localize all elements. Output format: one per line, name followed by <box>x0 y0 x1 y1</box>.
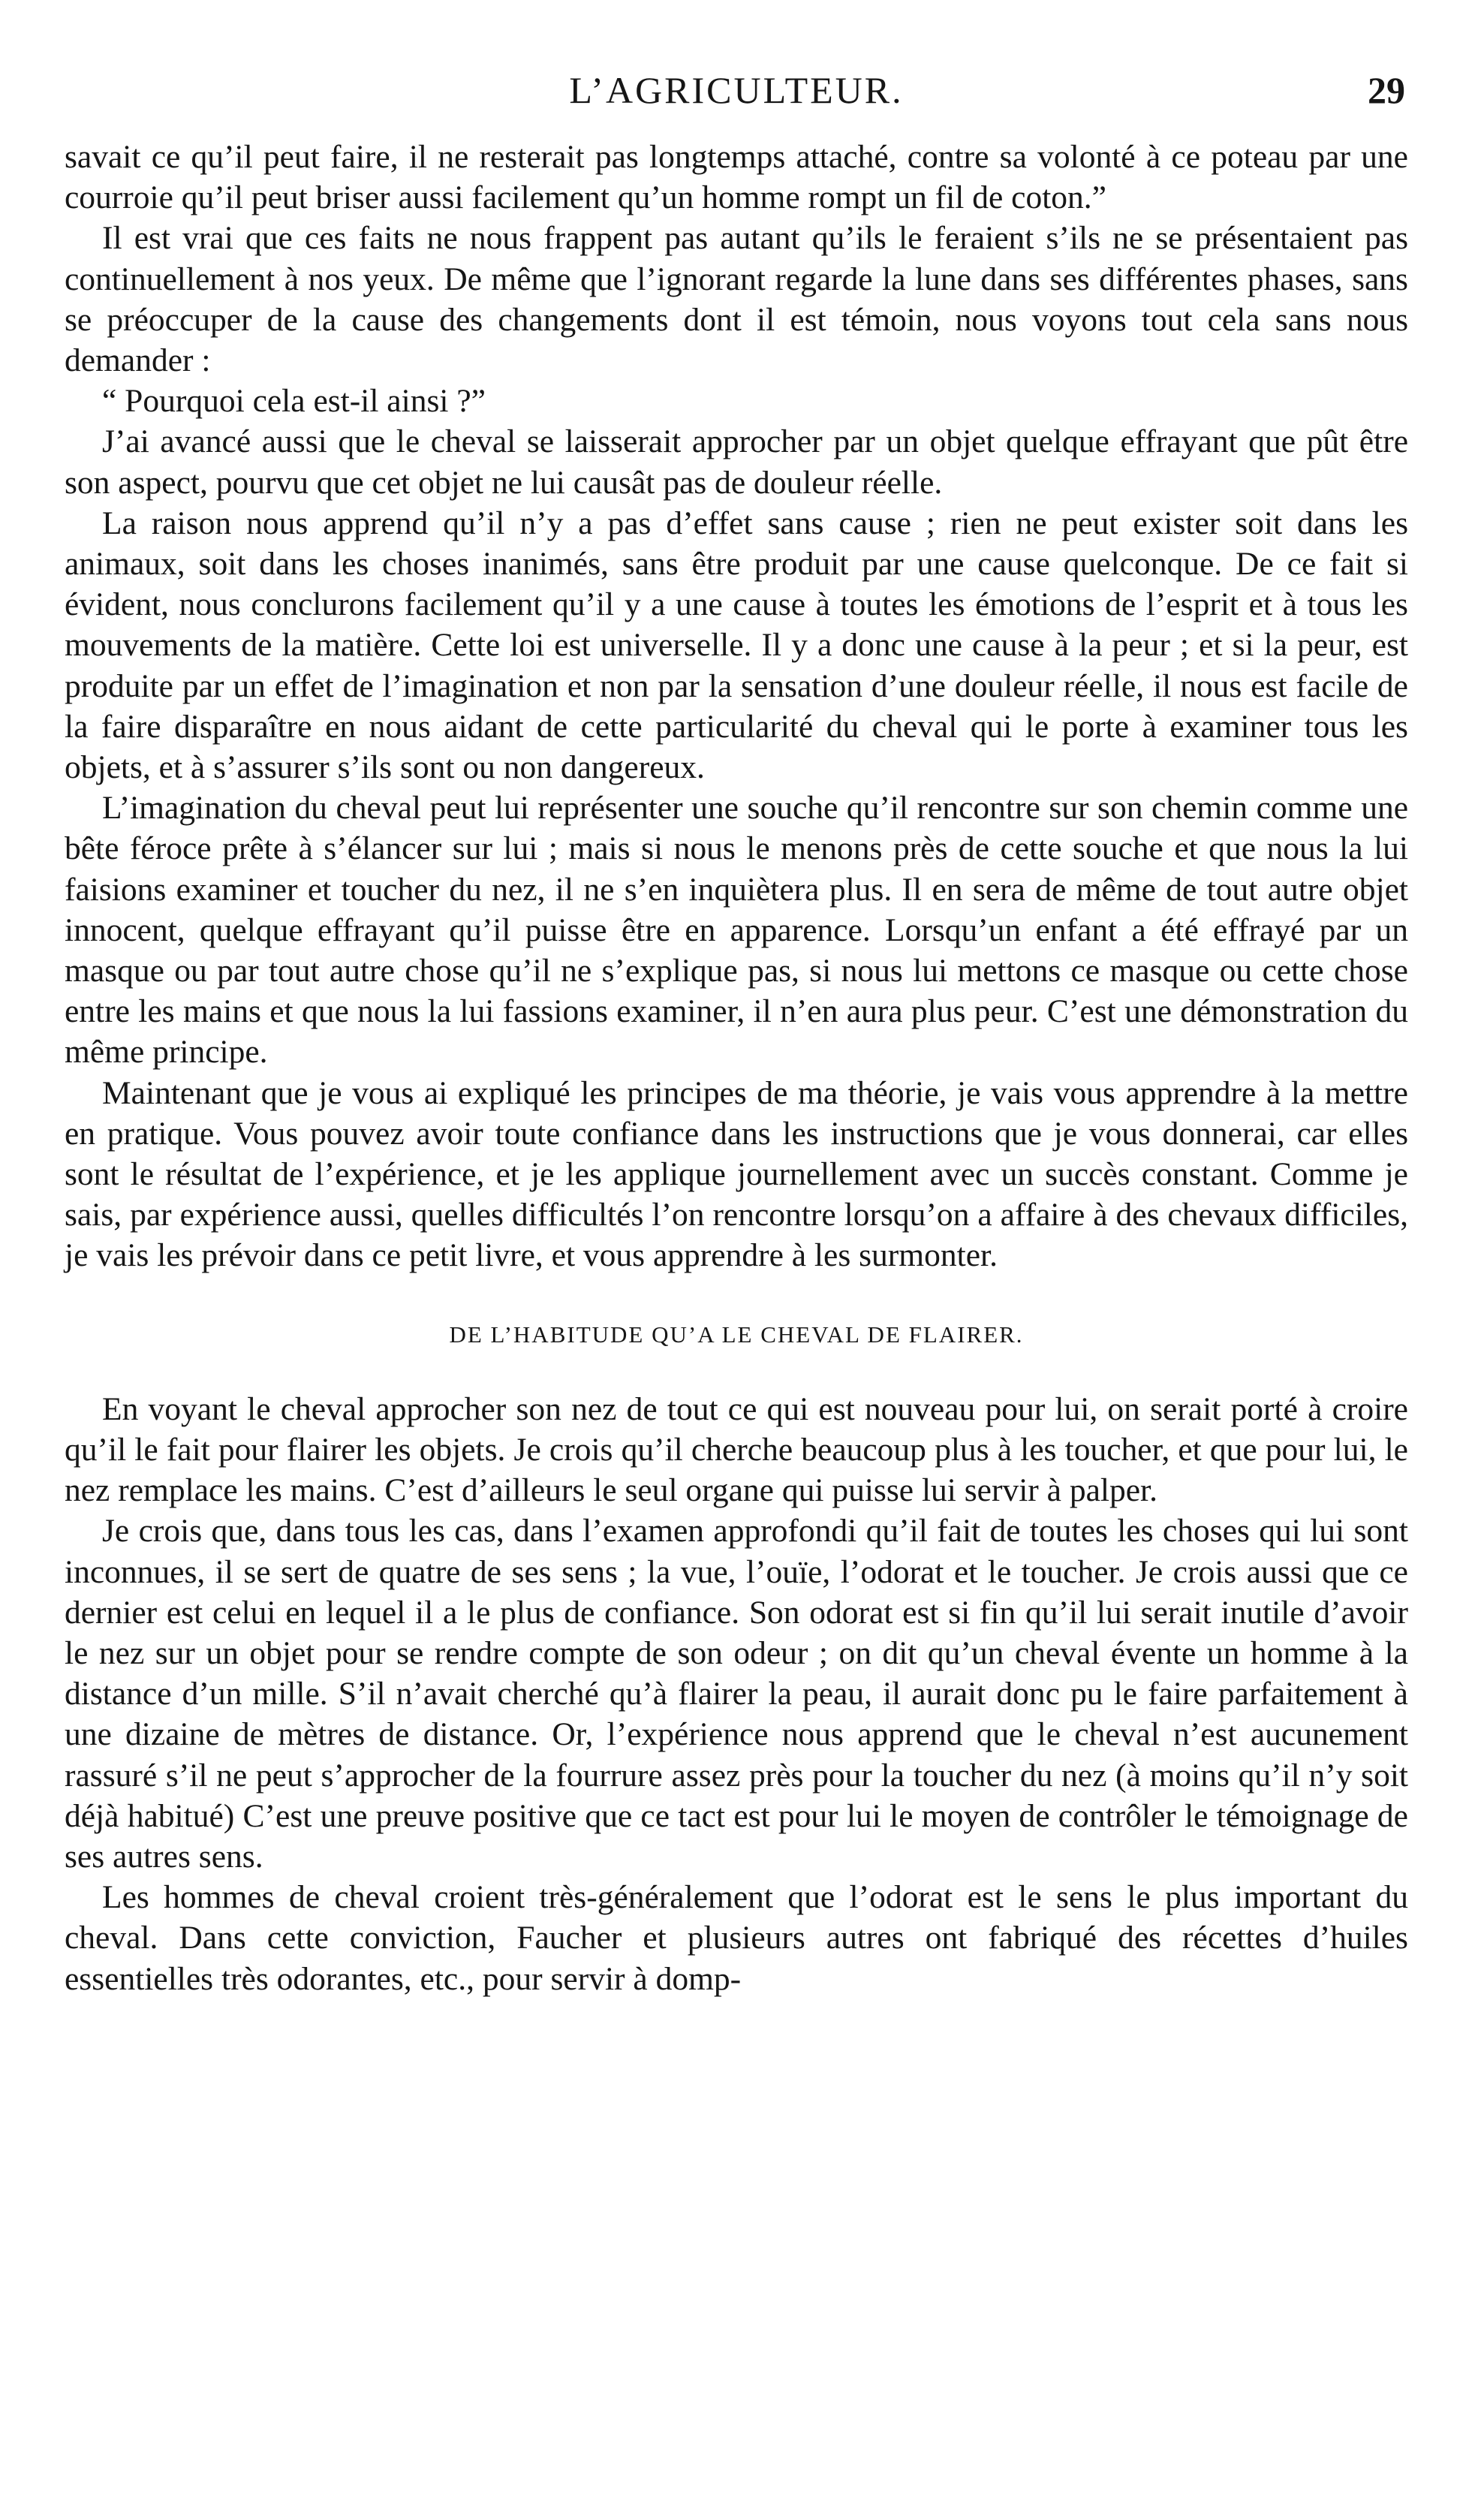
section-heading: DE L’HABITUDE QU’A LE CHEVAL DE FLAIRER. <box>449 1321 1024 1348</box>
page-number: 29 <box>1368 69 1405 111</box>
paragraph: La raison nous apprend qu’il n’y a pas d’effet sans cause ; rien ne peut exister soit dans les animaux, soit dans les choses inanimés, sans être produit par une cause quelconque. De ce fait si évident, nous conclurons facilement qu’il y a une cause à toutes les émotions de l’esprit et à tous les mouvements de la matière. Cette loi est universelle. Il y a donc une cause à la peur ; et si la peur, est produite par un effet de l’imagination et non par la sensation d’une douleur réelle, il nous est facile de la faire disparaître en nous aidant de cette particularité du cheval qui le porte à examiner tous les objets, et à s’assurer s’ils sont ou non dangereux. <box>65 505 1408 786</box>
running-head <box>65 66 1408 126</box>
document-page <box>65 66 1408 1999</box>
page-header-title: L’AGRICULTEUR. <box>569 69 904 111</box>
paragraph: En voyant le cheval approcher son nez de tout ce qui est nouveau pour lui, on serait porté à croire qu’il le fait pour flairer les objets. Je crois qu’il cherche beaucoup plus à les toucher, et que pour lui, le nez remplace les mains. C’est d’ailleurs le seul organe qui puisse lui servir à palper. <box>65 1390 1408 1509</box>
paragraph-continuation: savait ce qu’il peut faire, il ne resterait pas longtemps attaché, contre sa volonté à ce poteau par une courroie qu’il peut briser aussi facilement qu’un homme rompt un fil de coton.” <box>65 139 1408 216</box>
paragraph: L’imagination du cheval peut lui représenter une souche qu’il rencontre sur son chemin comme une bête féroce prête à s’élancer sur lui ; mais si nous le menons près de cette souche et que nous la lui faisions examiner et toucher du nez, il ne s’en inquiètera plus. Il en sera de même de tout autre objet innocent, quelque effrayant qu’il puisse être en apparence. Lorsqu’un enfant a été effrayé par un masque ou par tout autre chose qu’il ne s’explique pas, si nous lui mettons ce masque ou cette chose entre les mains et que nous la lui fassions examiner, il n’en aura plus peur. C’est une démonstration du même principe. <box>65 790 1408 1071</box>
paragraph: Maintenant que je vous ai expliqué les principes de ma théorie, je vais vous apprendre à la mettre en pratique. Vous pouvez avoir toute confiance dans les instructions que je vous donnerai, car elles sont le résultat de l’expérience, et je les applique journellement avec un succès constant. Comme je sais, par expérience aussi, quelles difficultés l’on rencontre lorsqu’on a affaire à des chevaux difficiles, je vais les prévoir dans ce petit livre, et vous apprendre à les surmonter. <box>65 1074 1408 1274</box>
paragraph: Il est vrai que ces faits ne nous frappent pas autant qu’ils le feraient s’ils ne se présentaient pas continuellement à nos yeux. De même que l’ignorant regarde la lune dans ses différentes phases, sans se préoccuper de la cause des changements dont il est témoin, nous voyons tout cela sans nous demander : <box>65 220 1408 379</box>
paragraph: J’ai avancé aussi que le cheval se laisserait approcher par un objet quelque effrayant que pût être son aspect, pourvu que cet objet ne lui causât pas de douleur réelle. <box>65 423 1408 501</box>
paragraph-quote: “ Pourquoi cela est-il ainsi ?” <box>102 383 486 420</box>
paragraph: Je crois que, dans tous les cas, dans l’examen approfondi qu’il fait de toutes les choses qui lui sont inconnues, il se sert de quatre de ses sens ; la vue, l’ouïe, l’odorat et le toucher. Je crois aussi que ce dernier est celui en lequel il a le plus de confiance. Son odorat est si fin qu’il lui serait inutile d’avoir le nez sur un objet pour se rendre compte de son odeur ; on dit qu’un cheval évente un homme à la distance d’un mille. S’il n’avait cherché qu’à flairer la peau, il aurait donc pu le faire parfaitement à une dizaine de mètres de distance. Or, l’expérience nous apprend que le cheval n’est aucunement rassuré s’il ne peut s’approcher de la fourrure assez près pour la toucher du nez (à moins qu’il n’y soit déjà habitué) C’est une preuve positive que ce tact est pour lui le moyen de contrôler le témoignage de ses autres sens. <box>65 1513 1408 1875</box>
paragraph: Les hommes de cheval croient très-généralement que l’odorat est le sens le plus important du cheval. Dans cette conviction, Faucher et plusieurs autres ont fabriqué des récettes d’huiles essentielles très odorantes, etc., pour servir à domp- <box>65 1879 1408 1997</box>
